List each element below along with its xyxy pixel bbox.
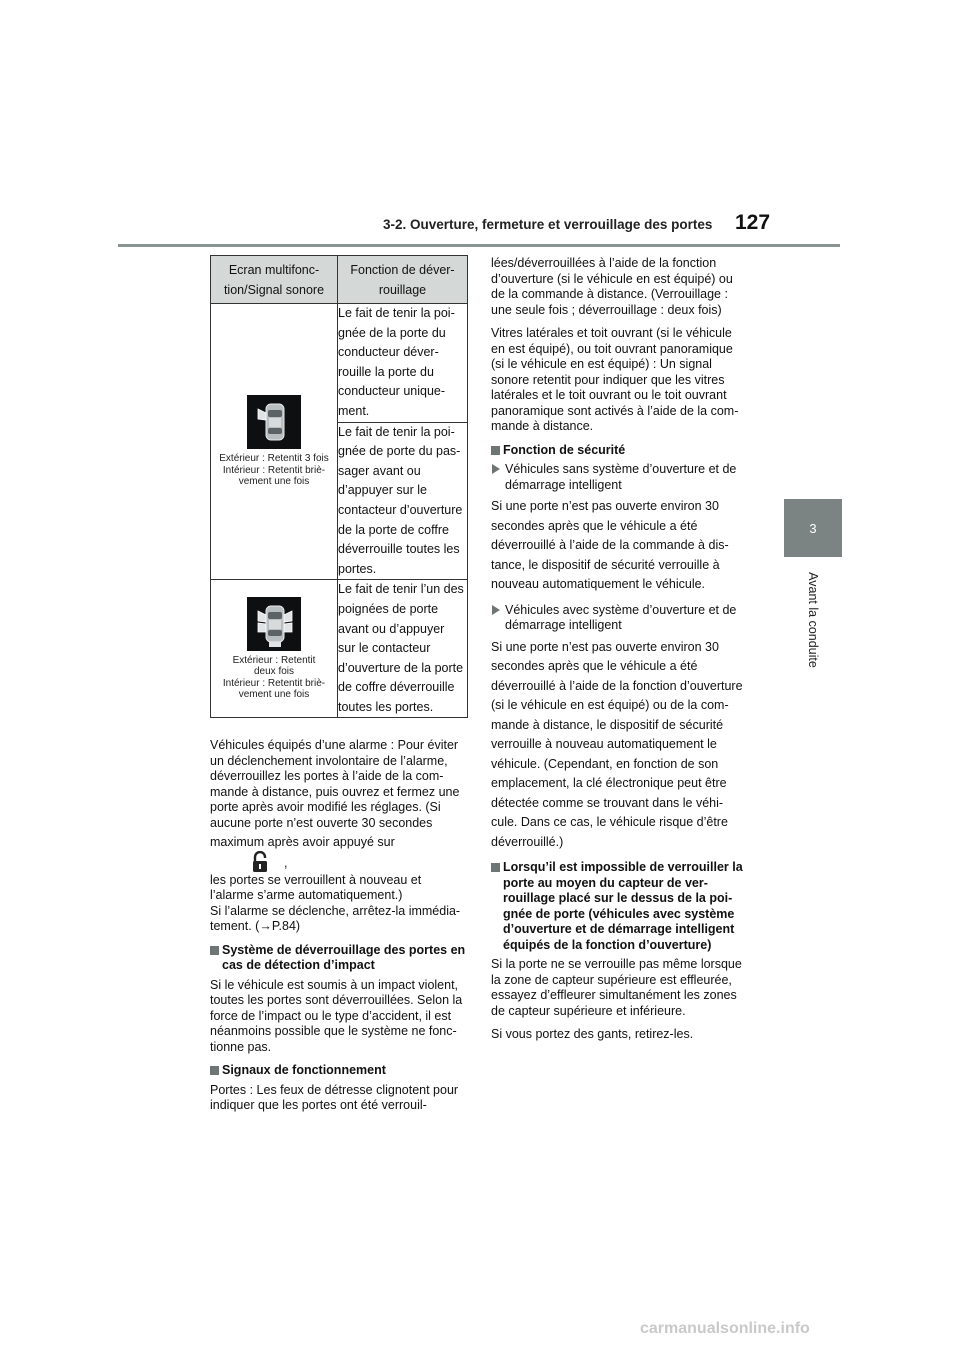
right-text-column	[491, 256, 749, 1051]
table-row	[211, 580, 468, 718]
alarm-paragraph: Véhicules équipés d’une alarme : Pour éviter un déclenchement involontaire de l’alarme, déverrouillez les portes à l’aide de la com-mande à distance, puis ouvrez et fermez une porte après avoir modifié les réglages. (Si aucune porte n’est ouverte 30 secondes	[210, 738, 460, 830]
function-cell: Le fait de tenir l’un des poignées de porte avant ou d’appuyer sur le contacteur d’ouverture de la porte de coffre déverrouille toutes les portes.	[338, 580, 468, 718]
square-bullet-icon	[491, 863, 500, 872]
chapter-number: 3	[809, 520, 817, 536]
function-cell: Le fait de tenir la poi- gnée de la porte du conducteur déver- rouille la porte du conducteur unique- ment.	[338, 304, 468, 423]
watermark: carmanualsonline.info	[640, 1320, 810, 1337]
signals-paragraph: Portes : Les feux de détresse clignotent pour indiquer que les portes ont été verrouil-	[210, 1082, 459, 1112]
square-bullet-icon	[210, 946, 219, 955]
car-driver-door-open-image	[247, 395, 301, 449]
section-header-title: 3-2. Ouverture, fermeture et verrouillage des portes	[383, 217, 713, 232]
display-cell	[211, 580, 338, 718]
table-row	[211, 304, 468, 423]
security-paragraph: Si une porte n’est pas ouverte environ 30 secondes après que le véhicule a été déverrouillé à l’aide de la fonction d’ouverture (si le véhicule en est équipé) ou de la com-mande à distance, le dispositif de sécurité verrouille à nouveau automatiquement le véhicule. (Cependant, en fonction de son emplacement, la clé électronique peut être détectée comme se trouvant dans le véhi-cule. Dans ce cas, le véhicule risque d’être déverrouillé.)	[491, 639, 743, 849]
gloves-paragraph: Si vous portez des gants, retirez-les.	[491, 1027, 694, 1041]
signals-continued-paragraph: lées/déverrouillées à l’aide de la fonction d’ouverture (si le véhicule en est équipé) ou de la commande à distance. (Verrouillage : une seule fois ; déverrouillage : deux fois)	[491, 256, 733, 317]
section-heading: Signaux de fonctionnement	[210, 1063, 468, 1079]
triangle-bullet-icon	[492, 464, 500, 474]
table-header-display: Ecran multifonc- tion/Signal sonore	[211, 256, 338, 304]
security-paragraph: Si une porte n’est pas ouverte environ 30 secondes après que le véhicule a été déverrouillé à l’aide de la commande à dis-tance, le dispositif de sécurité verrouille à nouveau automatiquement le véhicule.	[491, 499, 729, 591]
car-top-view-icon	[247, 597, 301, 651]
alarm-paragraph-end: les portes se verrouillent à nouveau et l’alarme s’arme automatiquement.)	[210, 872, 422, 902]
display-cell	[211, 304, 338, 580]
alarm-paragraph-cont: maximum après avoir appuyé sur,	[210, 835, 468, 873]
function-cell: Le fait de tenir la poi- gnée de porte du pas- sager avant ou d’appuyer sur le contacteur d’ouverture de la porte de coffre déverrouille toutes les portes.	[338, 422, 468, 580]
windows-paragraph: Vitres latérales et toit ouvrant (si le véhicule en est équipé), ou toit ouvrant panoramique (si le véhicule en est équipé) : Un signal sonore retentit pour indiquer que les vitres latérales et le toit ouvrant ou le toit ouvrant panoramique sont activés à l’aide de la com-mande à distance.	[491, 326, 739, 433]
lock-icon	[250, 851, 270, 873]
sensor-paragraph: Si la porte ne se verrouille pas même lorsque la zone de capteur supérieure est effleurée, essayez d’effleurer simultanément les zones de capteur supérieure et inférieure.	[491, 957, 742, 1018]
sub-heading: Véhicules avec système d’ouverture et de démarrage intelligent	[491, 603, 749, 634]
triangle-bullet-icon	[492, 605, 500, 615]
table-header-function: Fonction de déver- rouillage	[338, 256, 468, 304]
section-heading: Lorsqu’il est impossible de verrouiller la porte au moyen du capteur de ver-rouillage placé sur le dessus de la poi-gnée de porte (véhicules avec système d’ouverture et de démarrage intelligent équipés de la fonction d’ouverture)	[491, 860, 749, 953]
sub-heading: Véhicules sans système d’ouverture et de démarrage intelligent	[491, 462, 749, 493]
sound-signal-caption: Extérieur : Retentit 3 fois Intérieur : Retentit briè- vement une fois	[219, 453, 329, 488]
square-bullet-icon	[210, 1066, 219, 1075]
chapter-tab[interactable]	[784, 499, 842, 557]
unlock-function-table	[210, 255, 468, 718]
car-top-view-icon	[247, 395, 301, 449]
chapter-label: Avant la conduite	[806, 572, 820, 668]
sound-signal-caption: Extérieur : Retentit deux fois Intérieur : Retentit briè- vement une fois	[222, 654, 326, 701]
header-divider	[118, 244, 840, 247]
car-all-doors-open-image	[247, 597, 301, 651]
section-heading: Système de déverrouillage des portes en cas de détection d’impact	[210, 943, 468, 974]
section-heading: Fonction de sécurité	[491, 443, 749, 459]
impact-paragraph: Si le véhicule est soumis à un impact violent, toutes les portes sont déverrouillées. Selon la force de l’impact ou le type d’accident, il est néanmoins possible que le système ne fonc-tionne pas.	[210, 977, 463, 1054]
page-number: 127	[735, 211, 771, 234]
alarm-trigger-paragraph: Si l’alarme se déclenche, arrêtez-la immédia-tement. (→P.84)	[210, 903, 461, 933]
left-text-column	[210, 738, 468, 1122]
square-bullet-icon	[491, 446, 500, 455]
